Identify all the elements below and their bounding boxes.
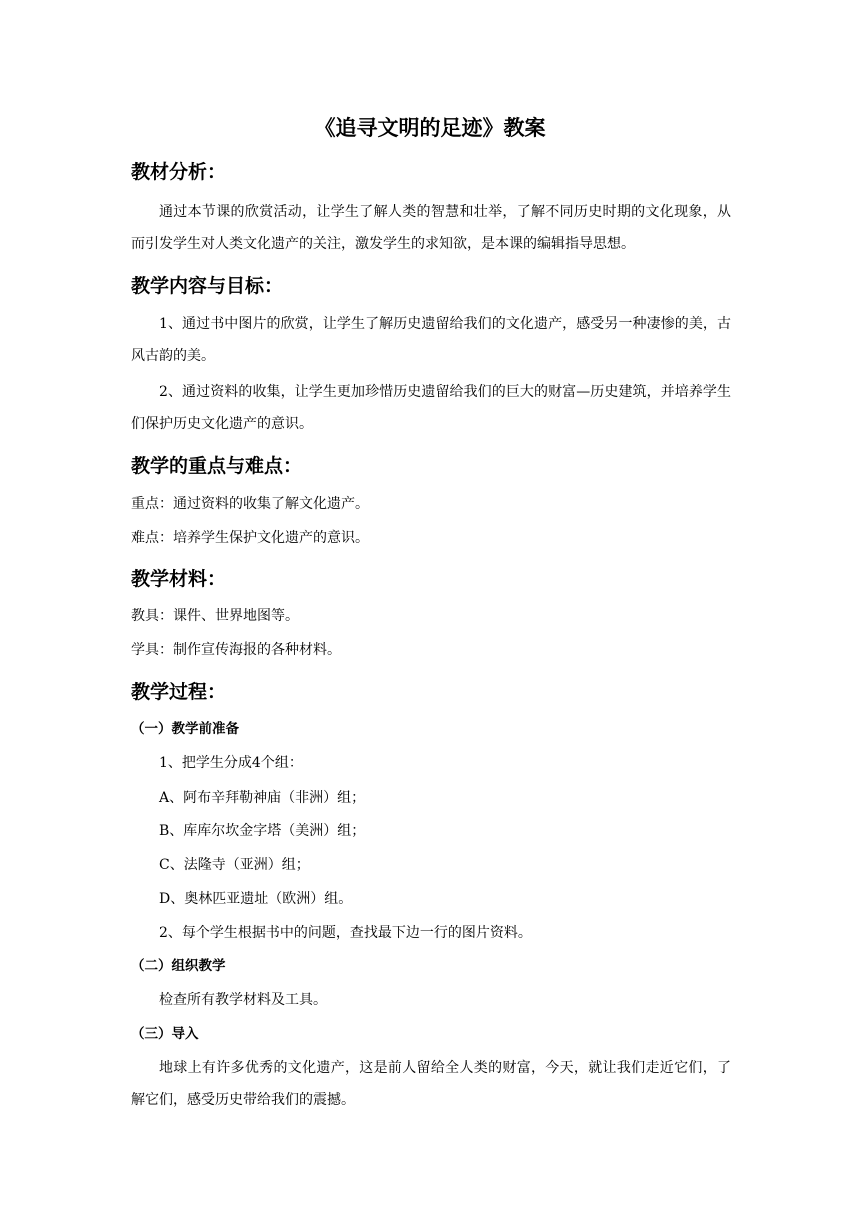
section-heading-process: 教学过程：: [131, 681, 227, 703]
organize-line: 检查所有教学材料及工具。: [159, 992, 327, 1008]
list-item: B、库库尔坎金字塔（美洲）组；: [159, 823, 366, 839]
document-title: 《追寻文明的足迹》教案: [314, 116, 546, 140]
list-item: A、阿布辛拜勒神庙（非洲）组；: [159, 790, 366, 806]
section-heading-content-goals: 教学内容与目标：: [131, 275, 284, 297]
analysis-paragraph: 通过本节课的欣赏活动，让学生了解人类的智慧和壮举，了解不同历史时期的文化现象，从而引发学生对人类文化遗产的关注，激发学生的求知欲，是本课的编辑指导思想。: [131, 204, 731, 252]
introduction-paragraph: 地球上有许多优秀的文化遗产，这是前人留给全人类的财富，今天，就让我们走近它们，了解它们，感受历史带给我们的震撼。: [131, 1060, 731, 1108]
teacher-materials-line: 教具：课件、世界地图等。: [131, 608, 299, 624]
goal-paragraph-2: 2、通过资料的收集，让学生更加珍惜历史遗留给我们的巨大的财富—历史建筑，并培养学生们保护历史文化遗产的意识。: [131, 384, 731, 432]
list-item: 2、每个学生根据书中的问题，查找最下边一行的图片资料。: [159, 925, 532, 941]
key-point-line: 重点：通过资料的收集了解文化遗产。: [131, 496, 369, 512]
section-heading-materials: 教学材料：: [131, 568, 227, 590]
list-item: 1、把学生分成4个组：: [159, 755, 303, 771]
goal-paragraph-1: 1、通过书中图片的欣赏，让学生了解历史遗留给我们的文化遗产，感受另一种凄惨的美，古风古韵的美。: [131, 316, 731, 364]
student-materials-line: 学具：制作宣传海报的各种材料。: [131, 642, 341, 658]
section-heading-key-points: 教学的重点与难点：: [131, 455, 303, 477]
difficult-point-line: 难点：培养学生保护文化遗产的意识。: [131, 530, 369, 546]
section-heading-analysis: 教材分析：: [131, 161, 227, 183]
list-item: C、法隆寺（亚洲）组；: [159, 857, 310, 873]
list-item: D、奥林匹亚遗址（欧洲）组。: [159, 891, 353, 907]
subsection-heading-introduction: （三）导入: [131, 1026, 199, 1042]
subsection-heading-organize: （二）组织教学: [131, 958, 226, 974]
subsection-heading-preparation: （一）教学前准备: [131, 721, 239, 737]
